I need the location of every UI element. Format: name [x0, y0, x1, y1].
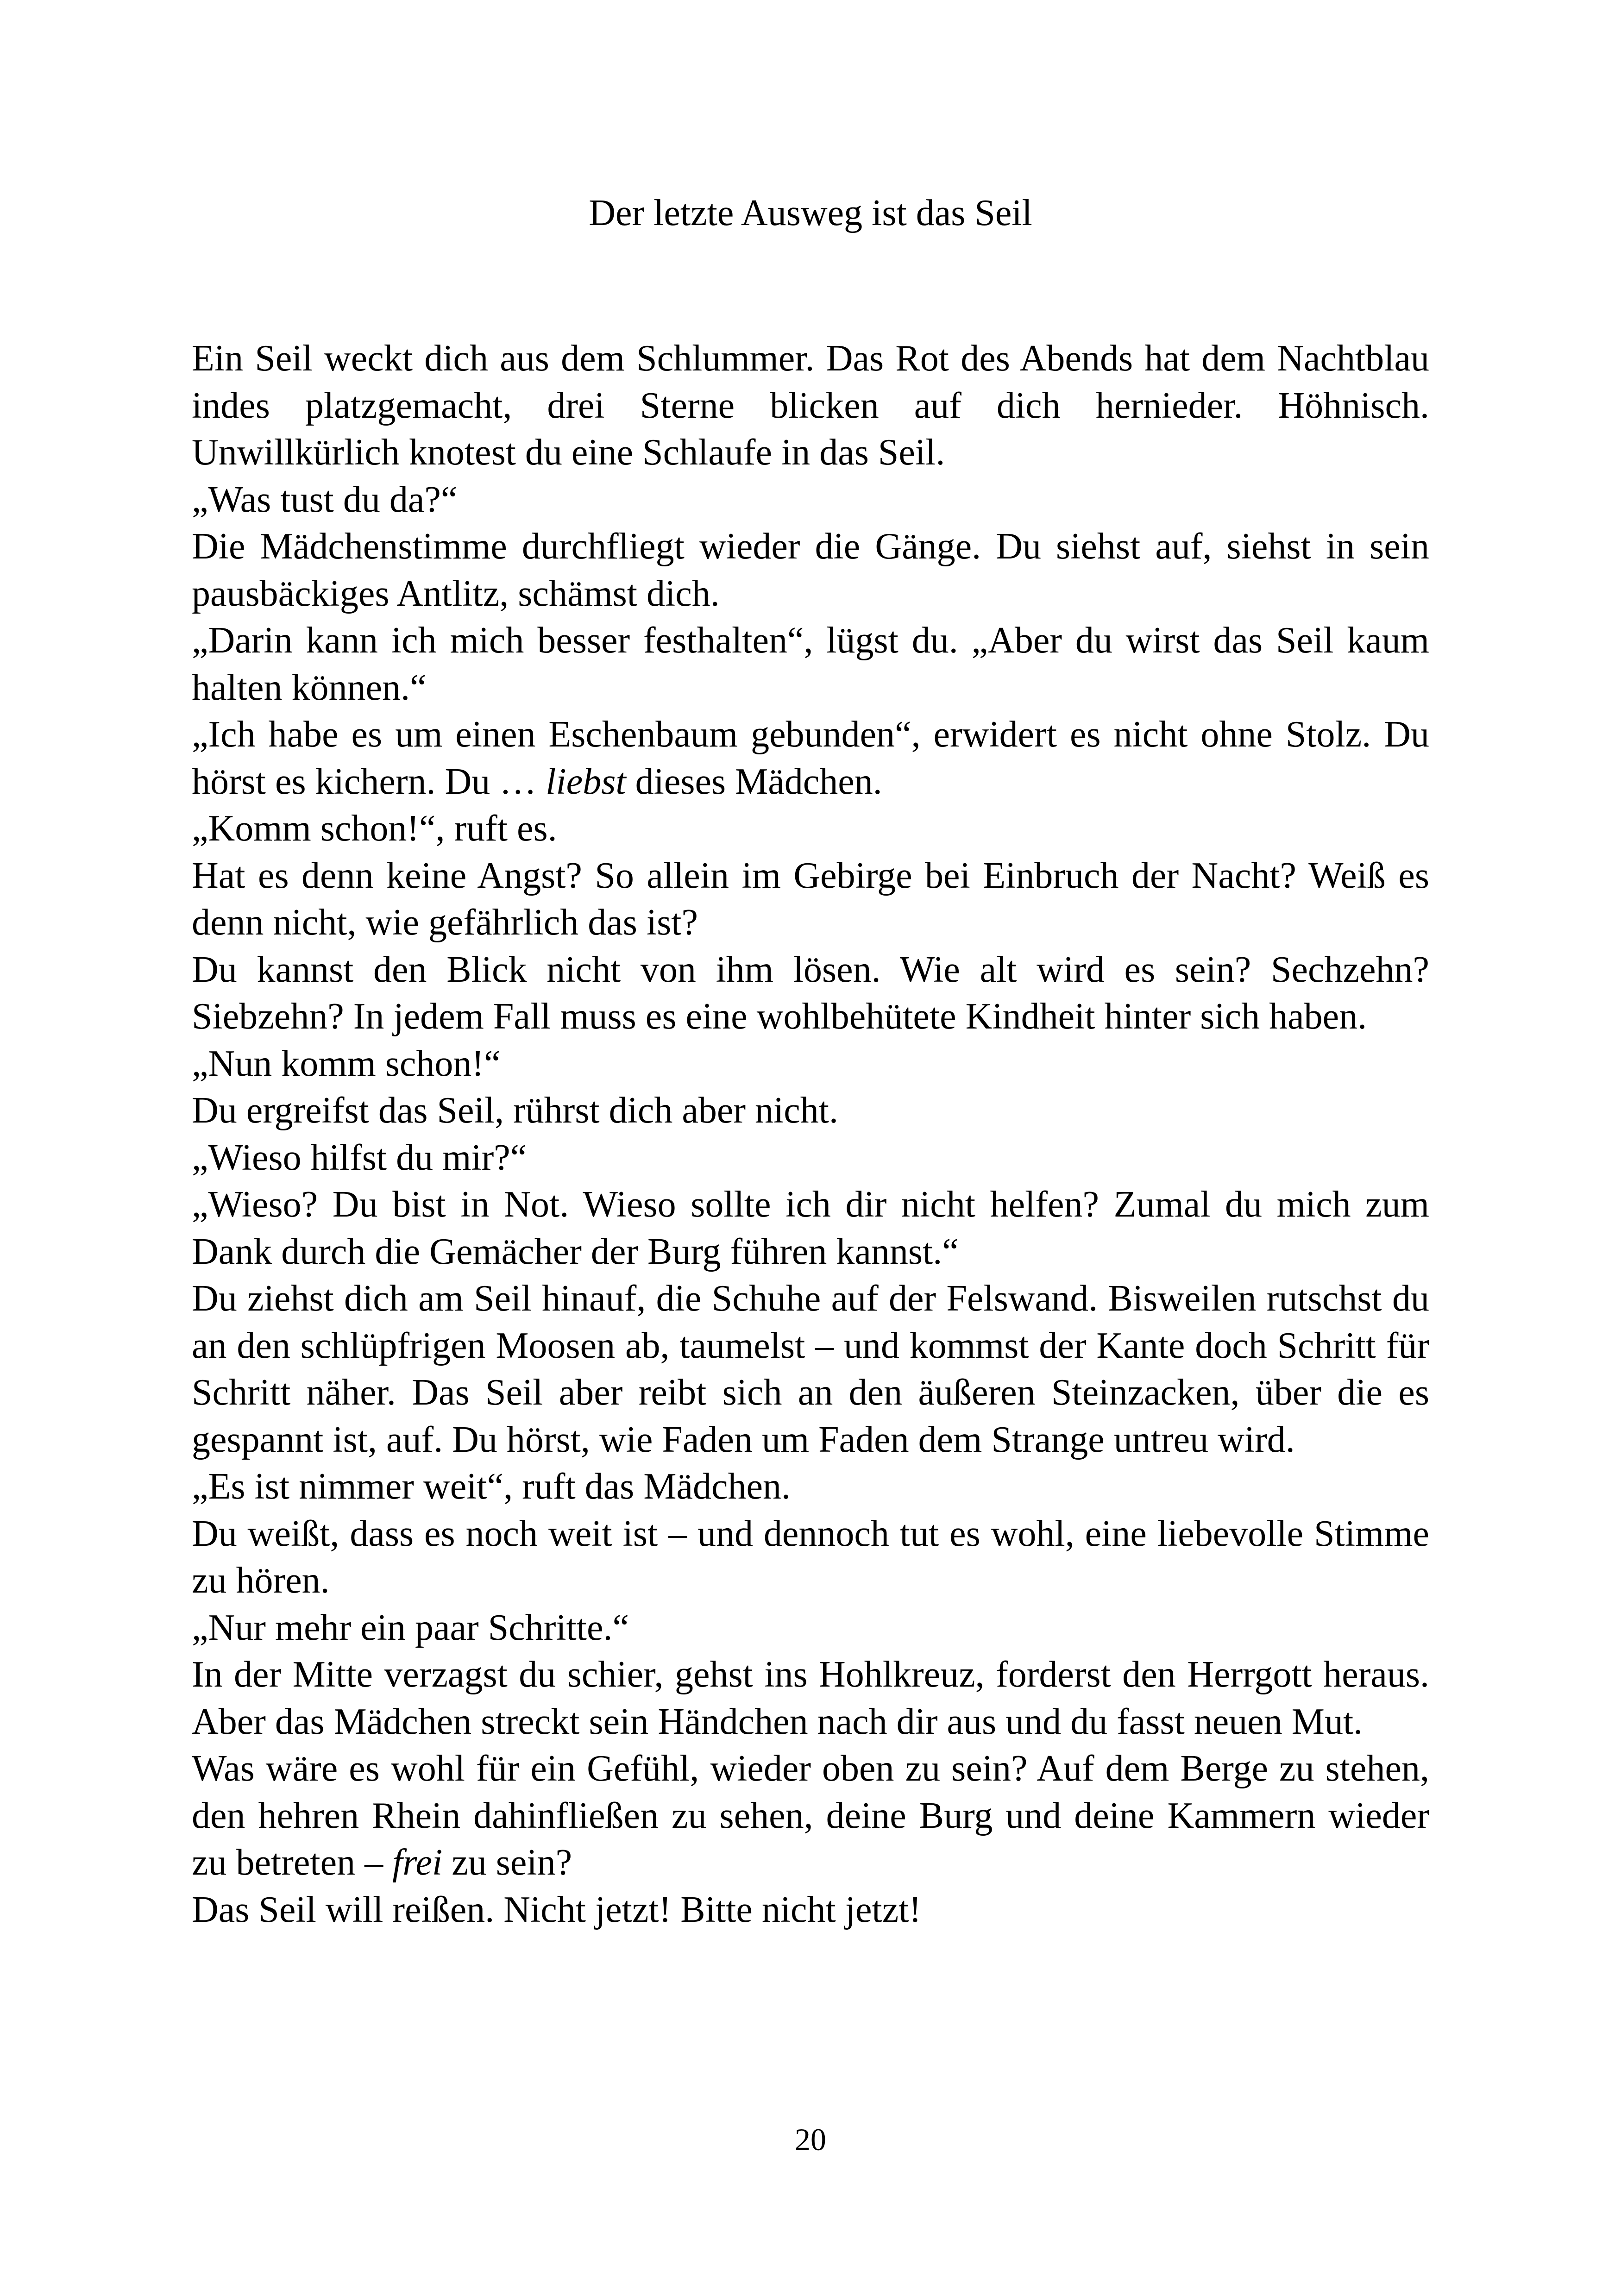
paragraph: „Nur mehr ein paar Schritte.“	[192, 1607, 629, 1648]
paragraph-text: dieses Mädchen.	[626, 761, 882, 802]
paragraph: Du kannst den Blick nicht von ihm lösen. Wie alt wird es sein? Sechzehn? Siebzehn? In jedem Fall muss es eine wohlbehütete Kindheit hinter sich haben.	[192, 949, 1429, 1037]
paragraph: Du ergreifst das Seil, rührst dich aber nicht.	[192, 1090, 838, 1131]
paragraph: „Darin kann ich mich besser festhalten“, lügst du. „Aber du wirst das Seil kaum halten können.“	[192, 620, 1429, 708]
paragraph: Das Seil will reißen. Nicht jetzt! Bitte nicht jetzt!	[192, 1889, 922, 1930]
paragraph	[192, 711, 1429, 805]
paragraph: Die Mädchenstimme durchfliegt wieder die Gänge. Du siehst auf, siehst in sein pausbäckiges Antlitz, schämst dich.	[192, 526, 1429, 614]
paragraph: Du ziehst dich am Seil hinauf, die Schuhe auf der Felswand. Bisweilen rutschst du an den schlüpfrigen Moosen ab, taumelst – und kommst der Kante doch Schritt für Schritt näher. Das Seil aber reibt sich an den äußeren Steinzacken, über die es gespannt ist, auf. Du hörst, wie Faden um Faden dem Strange untreu wird.	[192, 1278, 1429, 1460]
emphasis-text: frei	[392, 1842, 443, 1883]
paragraph: Du weißt, dass es noch weit ist – und dennoch tut es wohl, eine liebevolle Stimme zu hören.	[192, 1513, 1429, 1601]
paragraph: „Wieso hilfst du mir?“	[192, 1137, 527, 1178]
paragraph: „Komm schon!“, ruft es.	[192, 808, 557, 849]
paragraph-text: „Ich habe es um einen Eschenbaum gebunden“, erwidert es nicht ohne Stolz. Du hörst es kichern. Du …	[192, 714, 1429, 802]
paragraph: Hat es denn keine Angst? So allein im Gebirge bei Einbruch der Nacht? Weiß es denn nicht, wie gefährlich das ist?	[192, 855, 1429, 943]
paragraph: „Nun komm schon!“	[192, 1043, 501, 1084]
emphasis-text: liebst	[546, 761, 626, 802]
paragraph: „Es ist nimmer weit“, ruft das Mädchen.	[192, 1466, 791, 1507]
body-text	[192, 335, 1429, 1933]
paragraph-text: Was wäre es wohl für ein Gefühl, wieder oben zu sein? Auf dem Berge zu stehen, den hehren Rhein dahinfließen zu sehen, deine Burg und deine Kammern wieder zu betreten –	[192, 1748, 1429, 1883]
paragraph: „Wieso? Du bist in Not. Wieso sollte ich dir nicht helfen? Zumal du mich zum Dank durch die Gemächer der Burg führen kannst.“	[192, 1184, 1429, 1272]
chapter-title: Der letzte Ausweg ist das Seil	[589, 193, 1032, 233]
paragraph: In der Mitte verzagst du schier, gehst ins Hohlkreuz, forderst den Herrgott heraus. Aber das Mädchen streckt sein Händchen nach dir aus und du fasst neuen Mut.	[192, 1654, 1429, 1742]
paragraph	[192, 1745, 1429, 1887]
paragraph-text: zu sein?	[442, 1842, 572, 1883]
paragraph: „Was tust du da?“	[192, 479, 458, 520]
paragraph: Ein Seil weckt dich aus dem Schlummer. Das Rot des Abends hat dem Nachtblau indes platzgemacht, drei Sterne blicken auf dich hernieder. Höhnisch. Unwillkürlich knotest du eine Schlaufe in das Seil.	[192, 338, 1429, 473]
page-number: 20	[795, 2122, 826, 2157]
